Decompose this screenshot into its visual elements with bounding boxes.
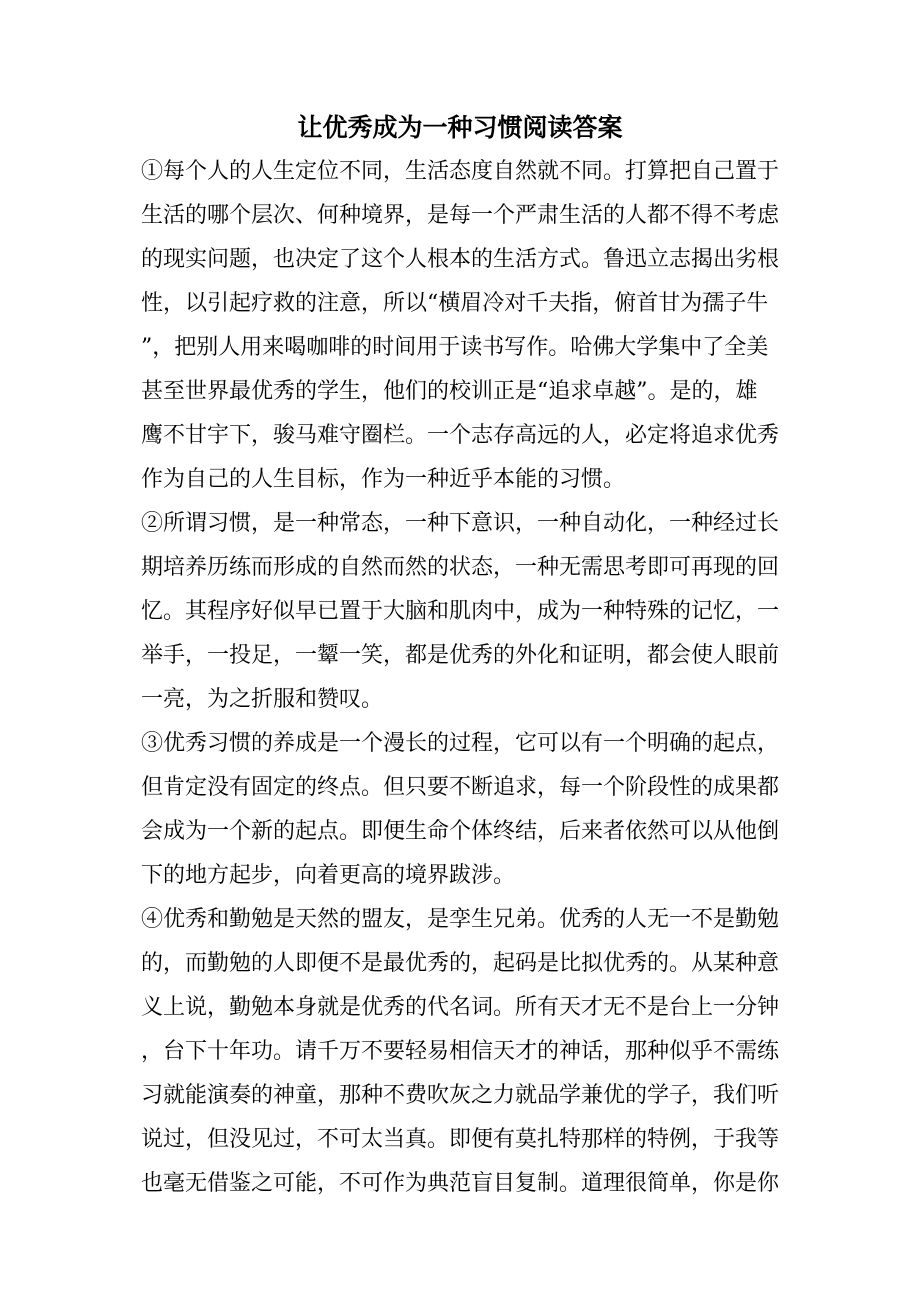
- text-line: ”，把别人用来喝咖啡的时间用于读书写作。哈佛大学集中了全美: [141, 335, 769, 360]
- text-line: 鹰不甘宇下，骏马难守圈栏。一个志存高远的人，必定将追求优秀: [141, 423, 780, 448]
- text-line: 的，而勤勉的人即便不是最优秀的，起码是比拟优秀的。从某种意: [141, 951, 780, 976]
- text-line: 会成为一个新的起点。即便生命个体终结，后来者依然可以从他倒: [141, 819, 780, 844]
- text-line: 期培养历练而形成的自然而然的状态，一种无需思考即可再现的回: [141, 555, 780, 580]
- text-line: ①每个人的人生定位不同，生活态度自然就不同。打算把自己置于: [141, 159, 780, 184]
- text-line: ④优秀和勤勉是天然的盟友，是孪生兄弟。优秀的人无一不是勤勉: [141, 907, 780, 932]
- text-line: 说过，但没见过，不可太当真。即便有莫扎特那样的特例，于我等: [141, 1127, 780, 1152]
- text-line: 生活的哪个层次、何种境界，是每一个严肃生活的人都不得不考虑: [141, 203, 780, 228]
- text-line: 性，以引起疗救的注意，所以“横眉冷对千夫指，俯首甘为孺子牛: [141, 291, 769, 316]
- text-line: 但肯定没有固定的终点。但只要不断追求，每一个阶段性的成果都: [141, 775, 780, 800]
- text-line: 下的地方起步，向着更高的境界跋涉。: [141, 863, 516, 888]
- document-title: 让优秀成为一种习惯阅读答案: [297, 113, 623, 142]
- text-line: 也毫无借鉴之可能，不可作为典范盲目复制。道理很简单，你是你: [141, 1171, 780, 1196]
- text-line: ②所谓习惯，是一种常态，一种下意识，一种自动化，一种经过长: [141, 511, 780, 536]
- text-line: ③优秀习惯的养成是一个漫长的过程，它可以有一个明确的起点，: [141, 731, 780, 756]
- text-line: 一亮，为之折服和赞叹。: [141, 687, 384, 712]
- text-line: 的现实问题，也决定了这个人根本的生活方式。鲁迅立志揭出劣根: [141, 247, 780, 272]
- text-line: 义上说，勤勉本身就是优秀的代名词。所有天才无不是台上一分钟: [141, 995, 780, 1020]
- text-line: 忆。其程序好似早已置于大脑和肌肉中，成为一种特殊的记忆，一: [141, 599, 780, 624]
- text-line: 举手，一投足，一颦一笑，都是优秀的外化和证明，都会使人眼前: [141, 643, 780, 668]
- text-line: 甚至世界最优秀的学生，他们的校训正是“追求卓越”。是的，雄: [141, 379, 758, 404]
- text-line: 习就能演奏的神童，那种不费吹灰之力就品学兼优的学子，我们听: [141, 1083, 780, 1108]
- text-line: ，台下十年功。请千万不要轻易相信天才的神话，那种似乎不需练: [141, 1039, 780, 1064]
- text-line: 作为自己的人生目标，作为一种近乎本能的习惯。: [141, 467, 626, 492]
